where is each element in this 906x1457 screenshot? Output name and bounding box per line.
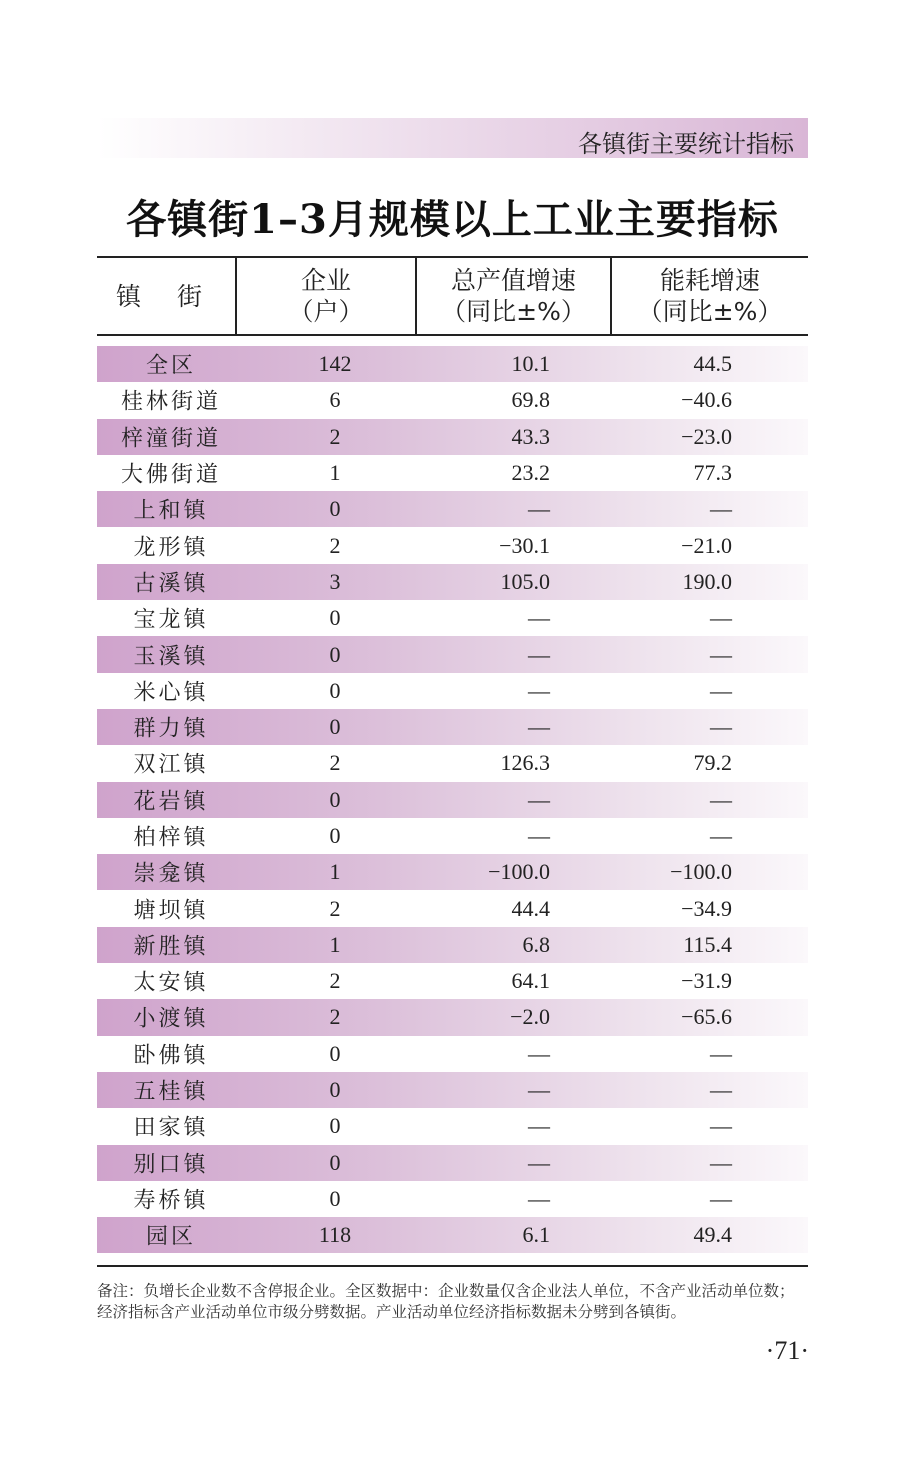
header-enterprises-line2: （户） [288, 297, 364, 326]
enterprise-count: 6 [329, 387, 341, 413]
enterprise-count: 2 [329, 895, 341, 921]
energy-growth: 49.4 [693, 1222, 732, 1248]
town-name: 太安镇 [133, 970, 209, 996]
table-row [97, 818, 808, 854]
energy-growth: 190.0 [682, 568, 732, 594]
output-growth: 44.4 [511, 895, 550, 921]
energy-growth: −23.0 [681, 423, 732, 449]
town-name: 寿桥镇 [133, 1188, 209, 1214]
enterprise-count: 0 [329, 1040, 341, 1066]
town-name: 双江镇 [133, 752, 209, 778]
table-row [97, 527, 808, 563]
table-row [97, 1036, 808, 1072]
town-name: 新胜镇 [133, 934, 209, 960]
energy-growth: 44.5 [693, 351, 732, 377]
header-enterprises [237, 258, 417, 334]
energy-growth: −40.6 [681, 387, 732, 413]
energy-growth: — [710, 786, 732, 812]
output-growth: −2.0 [510, 1004, 550, 1030]
output-growth: 6.8 [522, 931, 550, 957]
energy-growth: 115.4 [683, 931, 732, 957]
output-growth: 126.3 [500, 750, 550, 776]
enterprise-count: 2 [329, 750, 341, 776]
energy-growth: — [710, 605, 732, 631]
town-name: 大佛街道 [120, 462, 221, 488]
town-name: 卧佛镇 [133, 1043, 209, 1069]
energy-growth: — [710, 1113, 732, 1139]
table-row [97, 963, 808, 999]
enterprise-count: 2 [329, 1004, 341, 1030]
table-row [97, 636, 808, 672]
table-row [97, 564, 808, 600]
energy-growth: −31.9 [681, 968, 732, 994]
header-energy-growth [612, 258, 808, 334]
table-row [97, 854, 808, 890]
table-row [97, 346, 808, 382]
output-growth: — [528, 1040, 550, 1066]
output-growth: — [528, 1149, 550, 1175]
enterprise-count: 0 [329, 786, 341, 812]
table-row [97, 673, 808, 709]
town-name: 五桂镇 [133, 1079, 209, 1105]
output-growth: — [528, 823, 550, 848]
output-growth: — [528, 786, 550, 812]
energy-growth: — [710, 496, 732, 522]
town-name: 别口镇 [133, 1152, 209, 1178]
page-number: ·71· [765, 1336, 809, 1365]
output-growth: — [528, 641, 550, 667]
output-growth: 69.8 [511, 387, 550, 413]
enterprise-count: 0 [329, 496, 341, 522]
table-row [97, 1145, 808, 1181]
energy-growth: −34.9 [681, 895, 732, 921]
town-name: 小渡镇 [133, 1006, 209, 1032]
enterprise-count: 1 [329, 931, 341, 957]
enterprise-count: 0 [329, 1077, 341, 1103]
output-growth: −100.0 [488, 859, 550, 885]
output-growth: −30.1 [499, 532, 550, 558]
header-output-growth [417, 258, 612, 334]
enterprise-count: 0 [329, 641, 341, 667]
enterprise-count: 2 [329, 532, 341, 558]
table-row [97, 999, 808, 1035]
town-name: 全区 [145, 353, 196, 379]
header-town-label: 镇 街 [116, 281, 216, 311]
header-town [97, 258, 237, 334]
town-name: 园区 [145, 1224, 196, 1250]
enterprise-count: 0 [329, 1113, 341, 1139]
town-name: 崇龛镇 [133, 861, 209, 887]
energy-growth: — [710, 1149, 732, 1175]
enterprise-count: 0 [329, 677, 341, 703]
table-row [97, 1072, 808, 1108]
table-row [97, 491, 808, 527]
output-growth: — [528, 1185, 550, 1211]
output-growth: — [528, 1077, 550, 1103]
section-tag: 各镇街主要统计指标 [578, 130, 794, 158]
output-growth: 23.2 [511, 460, 550, 486]
town-name: 梓潼街道 [120, 426, 221, 452]
town-name: 古溪镇 [133, 571, 209, 597]
energy-growth: −65.6 [681, 1004, 732, 1030]
town-name: 柏梓镇 [133, 825, 209, 851]
energy-growth: — [710, 714, 732, 740]
table-row [97, 1181, 808, 1217]
energy-growth: 79.2 [693, 750, 732, 776]
enterprise-count: 2 [329, 968, 341, 994]
output-growth: — [528, 605, 550, 631]
page-title: 各镇街1–3月规模以上工业主要指标 [126, 196, 779, 243]
output-growth: — [528, 496, 550, 522]
header-energy-line1: 能耗增速 [659, 266, 760, 295]
energy-growth: — [710, 677, 732, 703]
output-growth: 64.1 [511, 968, 550, 994]
output-growth: — [528, 714, 550, 740]
output-growth: 105.0 [500, 568, 550, 594]
town-name: 玉溪镇 [133, 644, 209, 670]
table-row [97, 890, 808, 926]
table-row [97, 782, 808, 818]
table-row [97, 455, 808, 491]
town-name: 桂林街道 [120, 389, 221, 415]
table-row [97, 745, 808, 781]
energy-growth: — [710, 1185, 732, 1211]
table-row [97, 927, 808, 963]
output-growth: 6.1 [522, 1222, 550, 1248]
energy-growth: — [710, 1040, 732, 1066]
table-bottom-rule [97, 1265, 808, 1267]
enterprise-count: 1 [329, 460, 341, 486]
enterprise-count: 1 [329, 859, 341, 885]
table-header [97, 256, 808, 336]
town-name: 花岩镇 [133, 789, 209, 815]
town-name: 龙形镇 [133, 535, 209, 561]
enterprise-count: 3 [329, 568, 341, 594]
output-growth: 43.3 [511, 423, 550, 449]
energy-growth: — [710, 823, 732, 848]
town-name: 宝龙镇 [133, 607, 209, 633]
header-output-line2: （同比±%） [441, 297, 586, 326]
footnote: 备注：负增长企业数不含停报企业。全区数据中：企业数量仅含企业法人单位，不含产业活动单位数；经济指标含产业活动单位市级分劈数据。产业活动单位经济指标数据未分劈到各镇街。 [97, 1282, 795, 1321]
table-row [97, 600, 808, 636]
enterprise-count: 118 [318, 1222, 352, 1248]
energy-growth: −21.0 [681, 532, 732, 558]
enterprise-count: 0 [329, 1149, 341, 1175]
output-growth: — [528, 1113, 550, 1139]
table-body [97, 346, 808, 1253]
table-row [97, 1108, 808, 1144]
output-growth: — [528, 677, 550, 703]
energy-growth: — [710, 641, 732, 667]
town-name: 群力镇 [133, 716, 209, 742]
energy-growth: 77.3 [693, 460, 732, 486]
enterprise-count: 142 [318, 351, 352, 377]
enterprise-count: 2 [329, 423, 341, 449]
town-name: 米心镇 [133, 680, 209, 706]
enterprise-count: 0 [329, 605, 341, 631]
enterprise-count: 0 [329, 823, 341, 848]
town-name: 塘坝镇 [133, 898, 209, 924]
section-banner [97, 118, 808, 158]
table-row [97, 382, 808, 418]
town-name: 上和镇 [133, 498, 209, 524]
energy-growth: — [710, 1077, 732, 1103]
output-growth: 10.1 [511, 351, 550, 377]
town-name: 田家镇 [133, 1115, 209, 1141]
enterprise-count: 0 [329, 1185, 341, 1211]
table-row [97, 1217, 808, 1253]
header-enterprises-line1: 企业 [300, 266, 351, 295]
header-output-line1: 总产值增速 [450, 266, 576, 295]
energy-growth: −100.0 [670, 859, 732, 885]
table-row [97, 709, 808, 745]
enterprise-count: 0 [329, 714, 341, 740]
header-energy-line2: （同比±%） [637, 297, 783, 326]
table-row [97, 419, 808, 455]
